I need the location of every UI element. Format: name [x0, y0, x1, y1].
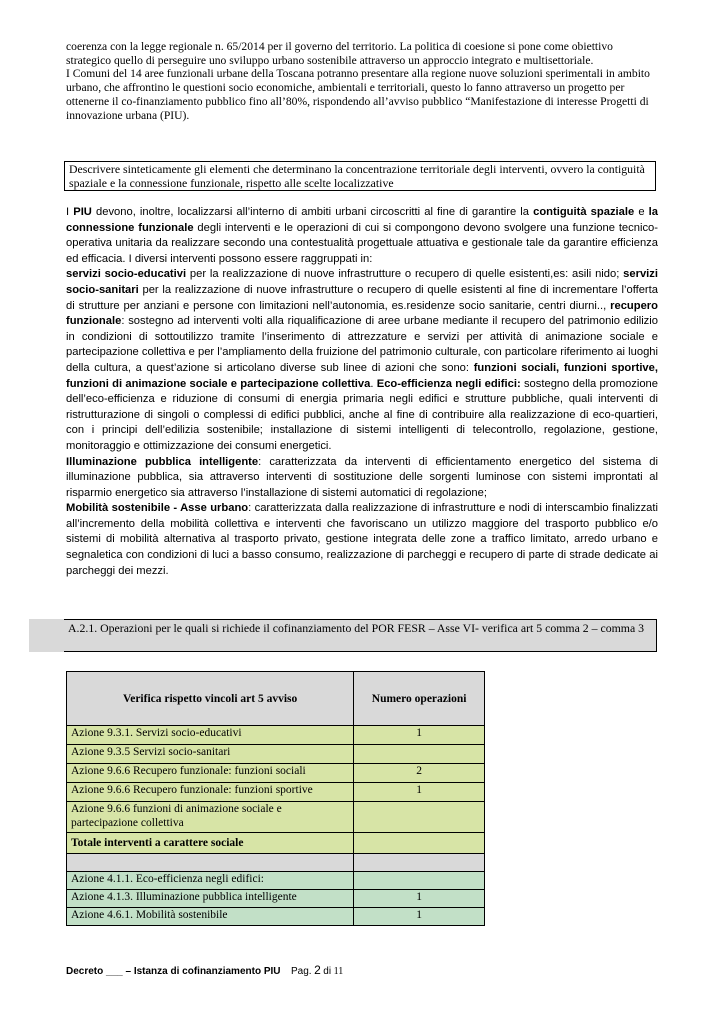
- text-run: devono, inoltre, localizzarsi all’interno di ambiti urbani circoscritti al fine di garantire la: [91, 206, 534, 218]
- body-text: [66, 205, 658, 579]
- footer-page-total: 11: [333, 966, 344, 977]
- table-cell-value: [354, 833, 485, 854]
- bold-term: servizi socio-educativi: [66, 268, 187, 281]
- table-cell-label: Azione 4.1.1. Eco-efficienza negli edifici:: [67, 872, 354, 890]
- text-run: .: [370, 377, 377, 390]
- table-cell-value: 1: [354, 908, 485, 926]
- text-run: : caratterizzata dalla realizzazione di infrastrutture e nodi di interscambio finalizzati all’incremento della mobilità collettiva e interventi che favoriscano un utilizzo maggiore del trasporto pubblico e/o sistemi di mobilità alternativa al trasporto privato, gestione integrata delle zone a traffico limitato, arredo urbano e segnaletica con condizioni di luci a basso consumo, realizzazione di parcheggi e recupero di parte di strade dedicate ai parcheggi dei mezzi.: [66, 502, 658, 577]
- bold-term: Mobilità sostenibile - Asse urbano: [66, 502, 249, 515]
- text-run: degli interventi e le operazioni di cui si compongono devono svolgere una funzione tecnico-operativa unitaria da realizzare secondo una contestualità progettuale attuativa e gestionale tale da garantire efficienza ed efficacia. I diversi interventi possono essere raggruppati in:: [66, 221, 658, 265]
- bold-term: Eco-efficienza negli edifici:: [376, 377, 521, 390]
- table-cell-value: [354, 872, 485, 890]
- page-footer: [66, 963, 343, 977]
- text-run: per la realizzazione di nuove infrastrutture o recupero di quelle esistenti al fine di incrementare l’offerta di strutture per anziani e persone con limitazioni nell’autonomia, es.residenze socio sanitarie, centri diurni..,: [66, 283, 658, 312]
- table-cell-value: 2: [354, 764, 485, 783]
- table-row: [67, 833, 485, 854]
- bold-term: recupero funzionale: [66, 299, 658, 328]
- table-row: [67, 726, 485, 745]
- table-cell-value: [354, 854, 485, 872]
- table-header-row: [67, 672, 485, 726]
- table-row: [67, 872, 485, 890]
- bold-term: contiguità spaziale: [533, 206, 635, 218]
- table-row: [67, 764, 485, 783]
- footer-page-number: 2: [314, 963, 321, 977]
- bold-term: servizi socio-sanitari: [66, 268, 658, 296]
- table-row: [67, 745, 485, 764]
- text-run: I: [66, 206, 74, 218]
- text-run: per la realizzazione di nuove infrastrutture o recupero di quelle esistenti,es: asili nido;: [186, 268, 624, 281]
- intro-paragraph-2: I Comuni del 14 aree funzionali urbane della Toscana potranno presentare alla regione nuove soluzioni sperimentali in ambito urbano, che affrontino le questioni socio economiche, ambientali e territoriali, questo lo fanno attraverso un progetto per ottenerne il co-finanziamento pubblico fino all’80%, rispondendo all’avviso pubblico “Manifestazione di interesse Progetti di innovazione urbana (PIU).: [66, 67, 650, 122]
- bold-term: PIU: [73, 206, 92, 218]
- intro-paragraph-1: coerenza con la legge regionale n. 65/2014 per il governo del territorio. La politica di coesione si pone come obiettivo strategico quello di perseguire uno sviluppo urbano sostenibile attraverso un approccio integrato e multisettoriale.: [66, 40, 613, 67]
- table-cell-label: Azione 4.1.3. Illuminazione pubblica intelligente: [67, 890, 354, 908]
- table-row: [67, 890, 485, 908]
- table-cell-label: Azione 9.6.6 Recupero funzionale: funzioni sociali: [67, 764, 354, 783]
- text-run: sostegno della promozione dell’eco-efficienza e riduzione di consumi di energia primaria negli edifici e strutture pubbliche, quali interventi di ristrutturazione di singoli o complessi di edifici pubblici, anche al fine di contribuire alla realizzazione di eco-quartieri, con i principi dell’edilizia sostenibile; installazione di sistemi intelligenti di telecontrollo, regolazione, gestione, monitoraggio e ottimizzazione dei consumi energetici.: [66, 377, 658, 452]
- table-header-cell: Verifica rispetto vincoli art 5 avviso: [67, 672, 354, 726]
- table-cell-value: 1: [354, 890, 485, 908]
- text-run: e: [634, 206, 649, 218]
- table-cell-label: Azione 9.6.6 funzioni di animazione sociale e partecipazione collettiva: [67, 802, 354, 833]
- operations-table: [66, 671, 485, 926]
- table-cell-label: [67, 854, 354, 872]
- body-paragraph: [66, 205, 658, 579]
- section-header: A.2.1. Operazioni per le quali si richiede il cofinanziamento del POR FESR – Asse VI- verifica art 5 comma 2 – comma 3: [63, 619, 657, 652]
- table-row: [67, 802, 485, 833]
- table-cell-value: [354, 745, 485, 764]
- intro-text: [66, 40, 658, 122]
- table-row: [67, 908, 485, 926]
- bold-term: Illuminazione pubblica intelligente: [66, 455, 259, 468]
- table-row: [67, 854, 485, 872]
- table-cell-value: 1: [354, 726, 485, 745]
- table-cell-label: Azione 9.6.6 Recupero funzionale: funzioni sportive: [67, 783, 354, 802]
- table-cell-value: 1: [354, 783, 485, 802]
- footer-title: Decreto ___ – Istanza di cofinanziamento PIU: [66, 966, 281, 977]
- table-header-cell: Numero operazioni: [354, 672, 485, 726]
- text-run: : sostegno ad interventi volti alla riqualificazione di aree urbane mediante il recupero del patrimonio edilizio in condizioni di sottoutilizzo tramite l’inserimento di attrezzature e servizi per attività di animazione sociale e partecipazione collettiva e per l’ampliamento della fruizione del patrimonio culturale, con particolare riferimento ai luoghi della cultura, a quest’azione si articolano diverse sub linee di azioni che sono:: [66, 315, 658, 374]
- footer-page-label: Pag.: [291, 966, 312, 977]
- table-row: [67, 783, 485, 802]
- text-run: : caratterizzata da interventi di efficientamento energetico del sistema di illuminazione pubblica, sia attraverso interventi di sostituzione delle sorgenti luminose con sistemi improntati al risparmio energetico sia attraverso l’installazione di sistemi automatici di regolazione;: [66, 455, 658, 499]
- bold-term: funzioni sociali, funzioni sportive, funzioni di animazione sociale e partecipazione collettiva: [66, 361, 658, 390]
- table-cell-label: Totale interventi a carattere sociale: [67, 833, 354, 854]
- table-cell-label: Azione 4.6.1. Mobilità sostenibile: [67, 908, 354, 926]
- table-cell-label: Azione 9.3.5 Servizi socio-sanitari: [67, 745, 354, 764]
- instruction-box: Descrivere sinteticamente gli elementi che determinano la concentrazione territoriale degli interventi, ovvero la contiguità spaziale e la connessione funzionale, rispetto alle scelte localizzative: [64, 161, 656, 191]
- footer-page-of: di: [323, 966, 332, 977]
- bold-term: la connessione funzionale: [66, 206, 659, 234]
- table-cell-value: [354, 802, 485, 833]
- table-cell-label: Azione 9.3.1. Servizi socio-educativi: [67, 726, 354, 745]
